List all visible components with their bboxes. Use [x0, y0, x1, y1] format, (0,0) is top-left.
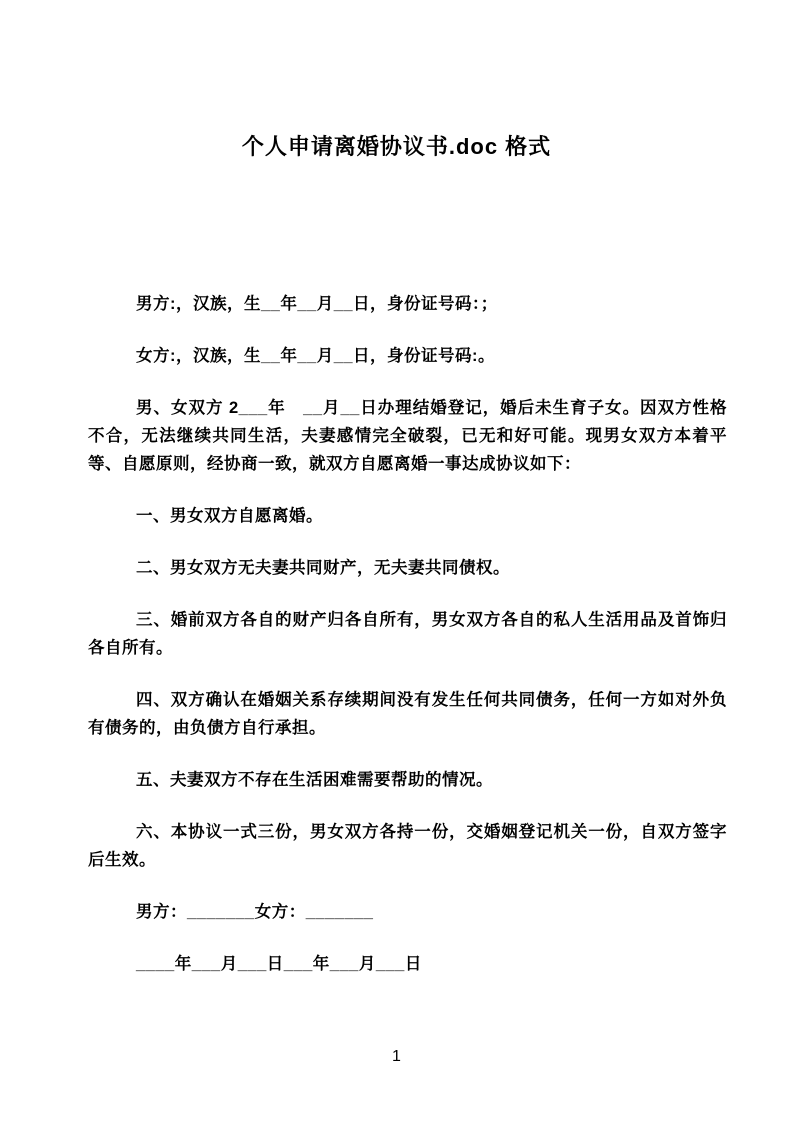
- page-number: 1: [392, 1048, 401, 1065]
- date-line: ____年___月___日___年___月___日: [136, 955, 422, 973]
- document-body: [0, 290, 793, 978]
- paragraph-party-b: 女方:，汉族，生__年__月__日，身份证号码:。: [136, 347, 496, 365]
- clause-5: 五、夫妻双方不存在生活困难需要帮助的情况。: [136, 771, 493, 789]
- clause-2: 二、男女双方无夫妻共同财产，无夫妻共同债权。: [136, 559, 510, 577]
- clause-1: 一、男女双方自愿离婚。: [136, 507, 323, 525]
- document-title: 个人申请离婚协议书.doc 格式: [241, 134, 552, 159]
- clause-3: 三、婚前双方各自的财产归各自所有，男女双方各自的私人生活用品及首饰归各自所有。: [88, 611, 727, 657]
- paragraph-party-a: 男方:，汉族，生__年__月__日，身份证号码：；: [136, 295, 498, 313]
- clause-4: 四、双方确认在婚姻关系存续期间没有发生任何共同债务，任何一方如对外负有债务的，由负债方自行承担。: [88, 691, 727, 737]
- signature-line: 男方：_______女方：_______: [136, 903, 374, 921]
- paragraph-preamble: 男、女双方 2___年 __月__日办理结婚登记，婚后未生育子女。因双方性格不合，无法继续共同生活，夫妻感情完全破裂，已无和好可能。现男女双方本着平等、自愿原则，经协商一致，就双方自愿离婚一事达成协议如下：: [88, 399, 727, 473]
- clause-6: 六、本协议一式三份，男女双方各持一份，交婚姻登记机关一份，自双方签字后生效。: [88, 823, 727, 869]
